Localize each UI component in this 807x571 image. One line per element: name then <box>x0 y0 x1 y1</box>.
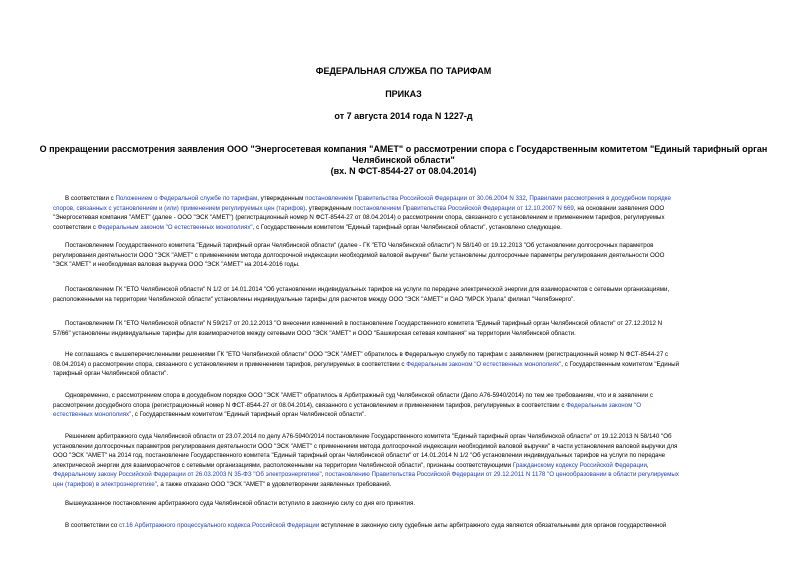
paragraph-6 <box>53 391 781 420</box>
text: Постановлением ГК "ЕТО Челябинской области" N 59/217 от 20.12.2013 "О внесении изменений в постановление Государственного комитета "Единый тарифный орган Челябинской области" от 27.12.2012 N <box>65 320 663 327</box>
text: , <box>646 461 649 469</box>
text: , с Государственным комитетом "Единый тарифный орган Челябинской области". <box>131 411 366 418</box>
text: электрической энергии для взаиморасчетов с сетевыми организациями, расположенными на территории Челябинской области", признаны соответствующими <box>53 461 513 469</box>
text: Решением арбитражного суда Челябинской области от 23.07.2014 по делу А76-5940/2014 постановление Государственного комитета "Единый тарифный орган Челябинской области" от 19.12.2013 N 58/140 "Об <box>65 433 672 440</box>
text: вступление в законную силу судебные акты арбитражного суда являются обязательными для органов государственной <box>319 522 667 529</box>
paragraph-5 <box>53 350 781 379</box>
text: , <box>321 471 326 478</box>
link-dispute-rules-cont[interactable]: споров, связанных с установлением и (или) применением регулируемых цен (тарифов) <box>53 204 306 212</box>
link-gov-decree-669[interactable]: постановлением Правительства Российской Федерации от 12.10.2007 N 669 <box>353 204 574 212</box>
link-natural-monopolies-law[interactable]: Федеральным законом "О естественных монополиях" <box>406 360 562 368</box>
paragraph-8 <box>53 499 781 509</box>
text: В соответствии с <box>65 195 116 202</box>
subject-line: Челябинской области" <box>352 155 455 165</box>
paragraph-4 <box>53 319 781 338</box>
text: Вышеуказанное постановление арбитражного суда Челябинской области вступило в законную силу со дня его принятия. <box>65 500 416 507</box>
paragraph-9 <box>53 521 781 531</box>
text: 08.04.2014) о рассмотрении спора, связанного с установлением и применением тарифов, регулируемых в соответствии с <box>53 360 407 368</box>
text: , <box>525 195 530 202</box>
link-dispute-rules[interactable]: Правилами рассмотрения в досудебном порядке <box>529 195 671 202</box>
paragraph-1 <box>53 194 781 232</box>
link-gov-decree-332[interactable]: постановлением Правительства Российской Федерации от 30.06.2004 N 332 <box>305 195 526 202</box>
doc-date-number: от 7 августа 2014 года N 1227-д <box>334 111 473 121</box>
paragraph-7 <box>53 432 781 489</box>
doc-type-title: ПРИКАЗ <box>385 89 422 99</box>
doc-subject <box>0 144 807 177</box>
text: "ЭСК "АМЕТ" и необходимая валовая выручка ООО "ЭСК "АМЕТ" на 2014-2016 годы. <box>53 261 300 268</box>
text: 57/66" установлены индивидуальные тарифы для взаиморасчетов между сетевыми ООО "ЭСК "АМЕТ" и ООО "Башкирская сетевая компания" на территории Челябинской области. <box>53 329 576 337</box>
text: регулирования деятельности ООО "ЭСК "АМЕТ" с применением метода долгосрочной индексации необходимой валовой выручки" были установлены долгосрочные параметры регулирования деятельности ООО <box>53 251 665 259</box>
text: соответствии с <box>53 223 98 231</box>
text: "Энергосетевая компания "АМЕТ" (далее - ООО "ЭСК "АМЕТ") (регистрационный номер N ФСТ-8544-27 от 08.04.2014) о рассмотрении спора, связанного с установлением и применением тарифов, регулируемых <box>53 214 665 221</box>
subject-line: О прекращении рассмотрения заявления ООО "Энергосетевая компания "АМЕТ" о рассмотрении спора с Государственным комитетом "Единый тарифный орган <box>39 144 768 154</box>
text: Не соглашаясь с вышеперечисленными решениями ГК "ЕТО Челябинской области" ООО "ЭСК "АМЕТ" обратилось в Федеральную службу по тарифам с заявлением (регистрационный номер N ФСТ-8544-27 с <box>65 351 669 358</box>
text: установлении долгосрочных параметров регулирования деятельности ООО "ЭСК "АМЕТ" с применением метода долгосрочной индексации необходимой валовой выручки" в части установления валовой выручки для <box>53 442 678 450</box>
text: Одновременно, с рассмотрением спора в досудебном порядке ООО "ЭСК "АМЕТ" обратилось в Арбитражный суд Челябинской области (Дело А76-5940/2014) по тем же требованиям, что и в заявлении с <box>65 392 653 399</box>
text: Постановлением Государственного комитета "Единый тарифный орган Челябинской области" (далее - ГК "ЕТО Челябинской области") N 58/140 от 19.12.2013 "Об установлении долгосрочных параметров <box>65 242 654 249</box>
text: ООО "ЭСК "АМЕТ" на 2014 год, постановление Государственного комитета "Единый тарифный орган Челябинской области" от 14.01.2014 N 1/2 "Об установлении индивидуальных тарифов на услуги по передаче <box>53 452 666 459</box>
link-natural-monopolies-law[interactable]: Федеральным законом "О <box>566 401 642 409</box>
subject-line: (вх. N ФСТ-8544-27 от 08.04.2014) <box>330 166 477 176</box>
text: Постановлением ГК "ЕТО Челябинской области" N 1/2 от 14.01.2014 "Об установлении индивидуальных тарифов на услуги по передаче электрической энергии для взаиморасчетов с сетевыми организациями, <box>65 286 670 293</box>
link-natural-monopolies-law[interactable]: Федеральным законом "О естественных монополиях" <box>97 223 253 231</box>
text: В соответствии со <box>65 522 119 529</box>
text: , утвержденным <box>257 195 306 202</box>
text: тарифный орган Челябинской области". <box>53 370 169 377</box>
link-fst-regulation[interactable]: Положением о Федеральной службе по тарифам <box>115 195 258 202</box>
link-gov-decree-1178[interactable]: постановлению Правительства Российской Федерации от 29.12.2011 N 1178 "О ценообразовании в области регулируемых <box>325 471 679 478</box>
link-gov-decree-1178-cont[interactable]: цен (тарифов) в электроэнергетике" <box>53 480 157 488</box>
text: , с Государственным комитетом "Единый тарифный орган Челябинской области", установлено следующее. <box>252 223 562 231</box>
link-civil-code[interactable]: Гражданскому кодексу Российской Федерации <box>512 461 647 469</box>
link-natural-monopolies-law-cont[interactable]: естественных монополиях" <box>53 411 132 418</box>
paragraph-2 <box>53 241 781 270</box>
text: , а также отказано ООО "ЭСК "АМЕТ" в удовлетворении заявленных требований. <box>156 480 392 488</box>
paragraph-3 <box>53 285 781 304</box>
link-electricity-law[interactable]: Федеральному закону Российской Федерации от 26.03.2003 N 35-ФЗ "Об электроэнергетике" <box>53 471 322 478</box>
text: , с Государственным комитетом "Единый <box>561 360 680 368</box>
text: рассмотрении досудебного спора (регистрационный номер N ФСТ-8544-27 от 08.04.2014), связанного с установлением и применением тарифов, регулируемых в соответствии с <box>53 401 567 409</box>
text: , утвержденным <box>305 204 354 212</box>
link-arbitration-code-art16[interactable]: ст.16 Арбитражного процессуального кодекса Российской Федерации <box>118 522 320 529</box>
text: расположенными на территории Челябинской области" установлены индивидуальные тарифы для расчетов между ООО "ЭСК "АМЕТ" и ОАО "МРСК Урала" филиал "Челябэнерго". <box>53 295 575 303</box>
text: , на основании заявления ООО <box>573 204 665 212</box>
agency-title: ФЕДЕРАЛЬНАЯ СЛУЖБА ПО ТАРИФАМ <box>315 66 492 76</box>
